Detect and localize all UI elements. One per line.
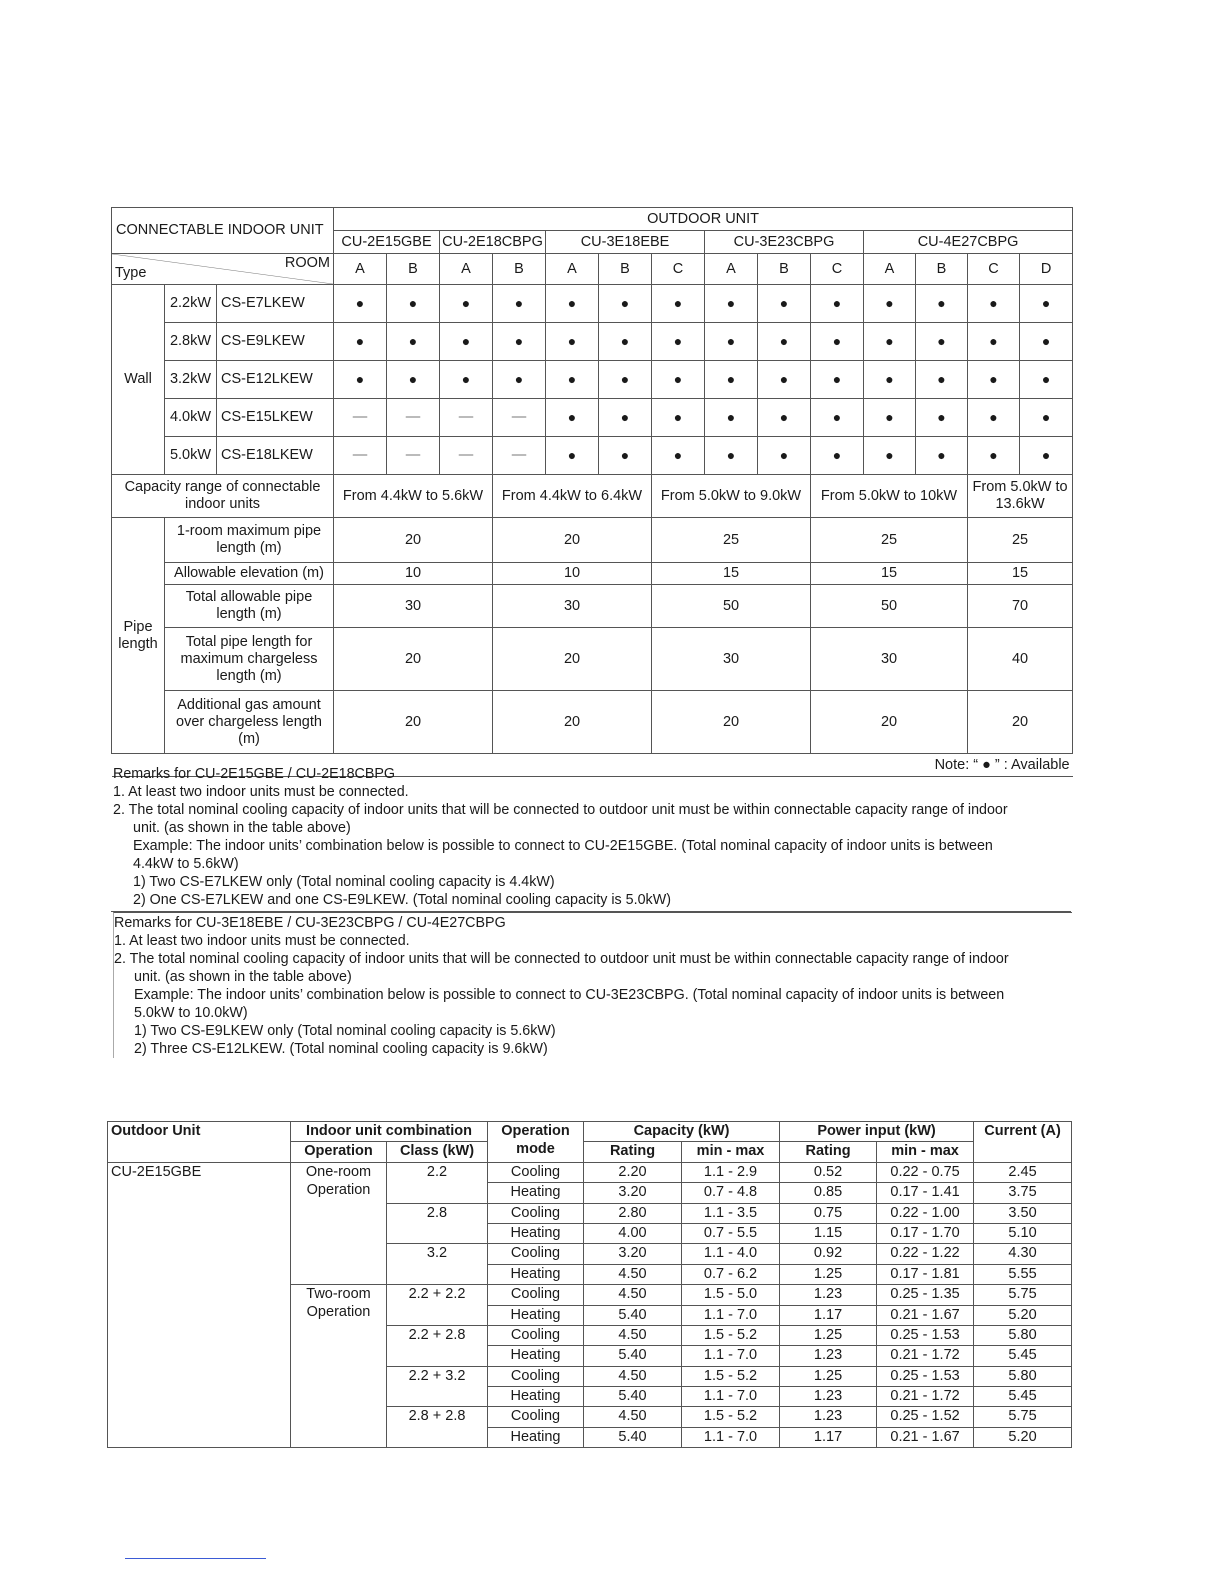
header-row — [112, 208, 1073, 231]
capacity-range-value: From 5.0kW to 10kW — [811, 475, 968, 518]
remark-item: 1. At least two indoor units must be connected. — [113, 784, 409, 800]
power-rating: 1.15 — [780, 1223, 877, 1243]
available-mark: ● — [1020, 399, 1073, 437]
capacity-rating: 2.20 — [584, 1162, 682, 1182]
unavailable-mark: — — [440, 399, 493, 437]
room-header: D — [1020, 254, 1073, 285]
available-mark: ● — [493, 361, 546, 399]
pipe-length-row — [112, 691, 1073, 754]
available-mark: ● — [705, 361, 758, 399]
pipe-spec-label: Allowable elevation (m) — [165, 563, 334, 585]
current-header: Current (A) — [974, 1122, 1072, 1163]
capacity-range-value: From 4.4kW to 6.4kW — [493, 475, 652, 518]
remark-detail: Example: The indoor units’ combination below is possible to connect to CU-2E15GBE. (Total nominal capacity of indoor units is between — [133, 838, 993, 854]
available-mark: ● — [758, 361, 811, 399]
operation-type: One-room Operation — [291, 1162, 387, 1284]
class-subheader: Class (kW) — [387, 1142, 488, 1162]
capacity-range: 1.1 - 7.0 — [682, 1305, 780, 1325]
pipe-length-row — [112, 585, 1073, 628]
power-range: 0.17 - 1.41 — [877, 1183, 974, 1203]
available-mark: ● — [811, 285, 864, 323]
operation-mode: Heating — [488, 1346, 584, 1366]
pipe-spec-value: 15 — [968, 563, 1073, 585]
unavailable-mark: — — [493, 437, 546, 475]
available-mark: ● — [599, 399, 652, 437]
pipe-spec-value: 70 — [968, 585, 1073, 628]
indoor-unit-model: CS-E12LKEW — [217, 361, 334, 399]
room-header: C — [652, 254, 705, 285]
available-mark: ● — [652, 361, 705, 399]
pipe-spec-value: 40 — [968, 628, 1073, 691]
pipe-spec-value: 25 — [652, 518, 811, 563]
remark-detail: unit. (as shown in the table above) — [133, 820, 351, 836]
pipe-spec-label: Total pipe length for maximum chargeless length (m) — [165, 628, 334, 691]
room-header: C — [968, 254, 1020, 285]
remark-detail: 1) Two CS-E7LKEW only (Total nominal cooling capacity is 4.4kW) — [133, 874, 555, 890]
room-header: A — [705, 254, 758, 285]
pipe-spec-label: Total allowable pipe length (m) — [165, 585, 334, 628]
outdoor-unit-model: CU-4E27CBPG — [864, 231, 1073, 254]
current-value: 5.20 — [974, 1427, 1072, 1447]
operation-mode: Cooling — [488, 1285, 584, 1305]
available-mark: ● — [758, 323, 811, 361]
available-mark: ● — [811, 323, 864, 361]
capacity-rating: 2.80 — [584, 1203, 682, 1223]
operation-mode: Heating — [488, 1427, 584, 1447]
available-mark: ● — [546, 399, 599, 437]
available-mark: ● — [968, 285, 1020, 323]
available-mark: ● — [652, 323, 705, 361]
capacity-range: 1.1 - 7.0 — [682, 1346, 780, 1366]
pipe-spec-value: 20 — [968, 691, 1073, 754]
power-range: 0.25 - 1.52 — [877, 1407, 974, 1427]
outdoor-unit-model: CU-2E15GBE — [334, 231, 440, 254]
pipe-length-row — [112, 628, 1073, 691]
capacity-rating: 4.50 — [584, 1407, 682, 1427]
current-value: 5.20 — [974, 1305, 1072, 1325]
power-range: 0.21 - 1.72 — [877, 1346, 974, 1366]
remarks-block-2e — [113, 765, 1071, 909]
power-rating: 0.52 — [780, 1162, 877, 1182]
power-range: 0.25 - 1.53 — [877, 1325, 974, 1345]
operation-mode: Cooling — [488, 1244, 584, 1264]
available-mark: ● — [758, 285, 811, 323]
operation-mode-header: Operation mode — [488, 1122, 584, 1163]
indoor-unit-row — [112, 285, 1073, 323]
pipe-spec-value: 30 — [811, 628, 968, 691]
room-header: C — [811, 254, 864, 285]
capacity-range-value: From 5.0kW to 13.6kW — [968, 475, 1073, 518]
available-mark: ● — [387, 285, 440, 323]
indoor-unit-capacity: 2.2kW — [165, 285, 217, 323]
pipe-spec-value: 30 — [493, 585, 652, 628]
outdoor-unit-header: OUTDOOR UNIT — [334, 208, 1073, 231]
power-range: 0.17 - 1.70 — [877, 1223, 974, 1243]
available-mark: ● — [1020, 285, 1073, 323]
available-mark: ● — [968, 437, 1020, 475]
capacity-range: 1.1 - 4.0 — [682, 1244, 780, 1264]
remarks-title: Remarks for CU-2E15GBE / CU-2E18CBPG — [113, 766, 396, 782]
power-rating-subheader: Rating — [780, 1142, 877, 1162]
available-mark: ● — [705, 437, 758, 475]
available-mark: ● — [1020, 361, 1073, 399]
pipe-spec-value: 20 — [334, 691, 493, 754]
capacity-range-value: From 5.0kW to 9.0kW — [652, 475, 811, 518]
pipe-spec-value: 20 — [493, 518, 652, 563]
available-mark: ● — [1020, 437, 1073, 475]
operation-mode: Heating — [488, 1183, 584, 1203]
available-mark: ● — [493, 285, 546, 323]
connectable-units-table — [111, 207, 1073, 777]
available-mark: ● — [916, 399, 968, 437]
available-mark: ● — [968, 361, 1020, 399]
operation-mode: Cooling — [488, 1203, 584, 1223]
capacity-range: 0.7 - 5.5 — [682, 1223, 780, 1243]
remark-detail: 2) One CS-E7LKEW and one CS-E9LKEW. (Total nominal cooling capacity is 5.0kW) — [133, 892, 671, 908]
pipe-length-label: Pipe length — [112, 518, 165, 754]
available-mark: ● — [599, 361, 652, 399]
power-rating: 1.25 — [780, 1325, 877, 1345]
capacity-rating: 5.40 — [584, 1387, 682, 1407]
power-rating: 1.25 — [780, 1264, 877, 1284]
power-range: 0.22 - 1.22 — [877, 1244, 974, 1264]
power-range: 0.17 - 1.81 — [877, 1264, 974, 1284]
capacity-range: 1.1 - 3.5 — [682, 1203, 780, 1223]
perf-header-row — [108, 1122, 1072, 1142]
available-mark: ● — [705, 285, 758, 323]
capacity-range: 1.1 - 7.0 — [682, 1387, 780, 1407]
outdoor-unit-model: CU-3E18EBE — [546, 231, 705, 254]
room-header: B — [599, 254, 652, 285]
indoor-unit-model: CS-E15LKEW — [217, 399, 334, 437]
available-mark: ● — [864, 361, 916, 399]
operation-mode: Cooling — [488, 1407, 584, 1427]
available-mark: ● — [599, 323, 652, 361]
wall-type-label: Wall — [112, 285, 165, 475]
capacity-minmax-subheader: min - max — [682, 1142, 780, 1162]
available-mark: ● — [968, 323, 1020, 361]
capacity-rating: 3.20 — [584, 1244, 682, 1264]
current-value: 2.45 — [974, 1162, 1072, 1182]
remark-item: 1. At least two indoor units must be connected. — [114, 933, 410, 949]
power-range: 0.22 - 1.00 — [877, 1203, 974, 1223]
indoor-class: 2.8 + 2.8 — [387, 1407, 488, 1448]
indoor-class: 2.8 — [387, 1203, 488, 1244]
room-label: ROOM — [284, 255, 331, 271]
indoor-unit-model: CS-E9LKEW — [217, 323, 334, 361]
power-range: 0.21 - 1.67 — [877, 1427, 974, 1447]
room-header: B — [493, 254, 546, 285]
pipe-spec-value: 30 — [334, 585, 493, 628]
available-mark: ● — [334, 361, 387, 399]
capacity-range: 1.5 - 5.2 — [682, 1325, 780, 1345]
rooms-row — [112, 254, 1073, 285]
room-header: B — [916, 254, 968, 285]
pipe-spec-value: 50 — [811, 585, 968, 628]
available-mark: ● — [387, 361, 440, 399]
operation-type: Two-room Operation — [291, 1285, 387, 1448]
performance-table — [107, 1121, 1072, 1448]
pipe-spec-label: 1-room maximum pipe length (m) — [165, 518, 334, 563]
available-mark: ● — [758, 399, 811, 437]
current-value: 5.75 — [974, 1407, 1072, 1427]
capacity-range-row — [112, 475, 1073, 518]
available-mark: ● — [440, 285, 493, 323]
power-range: 0.21 - 1.72 — [877, 1387, 974, 1407]
capacity-rating: 4.50 — [584, 1366, 682, 1386]
available-mark: ● — [864, 399, 916, 437]
power-rating: 0.85 — [780, 1183, 877, 1203]
available-mark: ● — [811, 361, 864, 399]
indoor-unit-row — [112, 361, 1073, 399]
indoor-unit-model: CS-E18LKEW — [217, 437, 334, 475]
indoor-unit-capacity: 4.0kW — [165, 399, 217, 437]
power-minmax-subheader: min - max — [877, 1142, 974, 1162]
current-value: 5.80 — [974, 1366, 1072, 1386]
room-header: B — [387, 254, 440, 285]
unavailable-mark: — — [387, 399, 440, 437]
remark-detail: 2) Three CS-E12LKEW. (Total nominal cooling capacity is 9.6kW) — [134, 1041, 548, 1057]
operation-mode: Heating — [488, 1387, 584, 1407]
capacity-rating: 5.40 — [584, 1427, 682, 1447]
connectable-indoor-unit-header: CONNECTABLE INDOOR UNIT — [112, 208, 334, 254]
outdoor-unit-col-header: Outdoor Unit — [108, 1122, 291, 1163]
capacity-rating: 4.50 — [584, 1285, 682, 1305]
pipe-spec-value: 30 — [652, 628, 811, 691]
available-mark: ● — [968, 399, 1020, 437]
available-mark: ● — [916, 285, 968, 323]
power-input-header: Power input (kW) — [780, 1122, 974, 1142]
capacity-range: 1.5 - 5.2 — [682, 1407, 780, 1427]
operation-mode: Cooling — [488, 1325, 584, 1345]
room-header: A — [864, 254, 916, 285]
pipe-length-row — [112, 518, 1073, 563]
pipe-spec-value: 20 — [811, 691, 968, 754]
available-mark: ● — [811, 399, 864, 437]
power-range: 0.25 - 1.53 — [877, 1366, 974, 1386]
remarks-title: Remarks for CU-3E18EBE / CU-3E23CBPG / CU-4E27CBPG — [114, 915, 506, 931]
available-mark: ● — [916, 323, 968, 361]
remark-detail: 4.4kW to 5.6kW) — [133, 856, 239, 872]
available-mark: ● — [493, 323, 546, 361]
pipe-spec-value: 25 — [811, 518, 968, 563]
pipe-spec-value: 20 — [334, 518, 493, 563]
capacity-range-value: From 4.4kW to 5.6kW — [334, 475, 493, 518]
capacity-rating: 5.40 — [584, 1346, 682, 1366]
power-rating: 0.75 — [780, 1203, 877, 1223]
pipe-spec-value: 15 — [652, 563, 811, 585]
available-mark: ● — [1020, 323, 1073, 361]
capacity-rating: 4.50 — [584, 1264, 682, 1284]
capacity-range: 0.7 - 6.2 — [682, 1264, 780, 1284]
available-mark: ● — [864, 323, 916, 361]
available-mark: ● — [705, 399, 758, 437]
indoor-class: 2.2 + 2.8 — [387, 1325, 488, 1366]
availability-note: Note: “ ● ” : Available — [112, 754, 1073, 777]
room-header: A — [440, 254, 493, 285]
available-mark: ● — [387, 323, 440, 361]
operation-mode: Cooling — [488, 1366, 584, 1386]
type-room-cell — [112, 254, 334, 285]
remark-item: 2. The total nominal cooling capacity of indoor units that will be connected to outdoor unit must be within connectable capacity range of indoor — [114, 951, 1009, 967]
available-mark: ● — [652, 437, 705, 475]
available-mark: ● — [652, 285, 705, 323]
capacity-range: 1.1 - 7.0 — [682, 1427, 780, 1447]
indoor-combination-header: Indoor unit combination — [291, 1122, 488, 1142]
available-mark: ● — [811, 437, 864, 475]
power-rating: 1.17 — [780, 1427, 877, 1447]
pipe-spec-value: 50 — [652, 585, 811, 628]
capacity-rating: 5.40 — [584, 1305, 682, 1325]
pipe-spec-value: 20 — [334, 628, 493, 691]
outdoor-unit-model: CU-2E18CBPG — [440, 231, 546, 254]
pipe-spec-label: Additional gas amount over chargeless length (m) — [165, 691, 334, 754]
available-mark: ● — [440, 361, 493, 399]
operation-mode: Heating — [488, 1223, 584, 1243]
room-header: A — [334, 254, 387, 285]
current-value: 3.75 — [974, 1183, 1072, 1203]
indoor-unit-row — [112, 437, 1073, 475]
available-mark: ● — [864, 437, 916, 475]
available-mark: ● — [599, 437, 652, 475]
outdoor-unit-model: CU-2E15GBE — [108, 1162, 291, 1447]
pipe-spec-value: 25 — [968, 518, 1073, 563]
power-rating: 1.23 — [780, 1346, 877, 1366]
remark-item: 2. The total nominal cooling capacity of indoor units that will be connected to outdoor unit must be within connectable capacity range of indoor — [113, 802, 1008, 818]
capacity-rating-subheader: Rating — [584, 1142, 682, 1162]
available-mark: ● — [916, 437, 968, 475]
operation-mode: Heating — [488, 1264, 584, 1284]
capacity-range: 1.5 - 5.0 — [682, 1285, 780, 1305]
power-range: 0.22 - 0.75 — [877, 1162, 974, 1182]
indoor-class: 2.2 — [387, 1162, 488, 1203]
capacity-range-label: Capacity range of connectable indoor units — [112, 475, 334, 518]
available-mark: ● — [599, 285, 652, 323]
remarks-block-3e-4e — [113, 912, 1072, 1058]
available-mark: ● — [334, 285, 387, 323]
unavailable-mark: — — [387, 437, 440, 475]
unavailable-mark: — — [334, 437, 387, 475]
power-rating: 1.25 — [780, 1366, 877, 1386]
indoor-unit-row — [112, 323, 1073, 361]
available-mark: ● — [705, 323, 758, 361]
remark-detail: 1) Two CS-E9LKEW only (Total nominal cooling capacity is 5.6kW) — [134, 1023, 556, 1039]
current-value: 5.45 — [974, 1387, 1072, 1407]
performance-row — [108, 1162, 1072, 1182]
unavailable-mark: — — [334, 399, 387, 437]
available-mark: ● — [546, 285, 599, 323]
indoor-class: 2.2 + 3.2 — [387, 1366, 488, 1407]
unavailable-mark: — — [440, 437, 493, 475]
remark-detail: 5.0kW to 10.0kW) — [134, 1005, 248, 1021]
outdoor-unit-model: CU-3E23CBPG — [705, 231, 864, 254]
remark-detail: Example: The indoor units’ combination below is possible to connect to CU-3E23CBPG. (Total nominal capacity of indoor units is between — [134, 987, 1005, 1003]
indoor-class: 3.2 — [387, 1244, 488, 1285]
capacity-range: 0.7 - 4.8 — [682, 1183, 780, 1203]
capacity-rating: 3.20 — [584, 1183, 682, 1203]
pipe-spec-value: 20 — [652, 691, 811, 754]
capacity-range: 1.1 - 2.9 — [682, 1162, 780, 1182]
available-mark: ● — [546, 323, 599, 361]
remark-detail: unit. (as shown in the table above) — [134, 969, 352, 985]
room-header: A — [546, 254, 599, 285]
available-mark: ● — [546, 437, 599, 475]
capacity-header: Capacity (kW) — [584, 1122, 780, 1142]
current-value: 5.55 — [974, 1264, 1072, 1284]
power-rating: 1.17 — [780, 1305, 877, 1325]
power-rating: 1.23 — [780, 1387, 877, 1407]
available-mark: ● — [652, 399, 705, 437]
current-value: 3.50 — [974, 1203, 1072, 1223]
capacity-rating: 4.50 — [584, 1325, 682, 1345]
type-label: Type — [115, 265, 147, 281]
current-value: 5.80 — [974, 1325, 1072, 1345]
pipe-spec-value: 10 — [334, 563, 493, 585]
capacity-range: 1.5 - 5.2 — [682, 1366, 780, 1386]
operation-mode: Heating — [488, 1305, 584, 1325]
indoor-unit-capacity: 3.2kW — [165, 361, 217, 399]
indoor-unit-model: CS-E7LKEW — [217, 285, 334, 323]
indoor-unit-row — [112, 399, 1073, 437]
current-value: 5.45 — [974, 1346, 1072, 1366]
indoor-unit-capacity: 2.8kW — [165, 323, 217, 361]
current-value: 5.10 — [974, 1223, 1072, 1243]
indoor-class: 2.2 + 2.2 — [387, 1285, 488, 1326]
indoor-unit-capacity: 5.0kW — [165, 437, 217, 475]
unavailable-mark: — — [493, 399, 546, 437]
operation-mode: Cooling — [488, 1162, 584, 1182]
current-value: 4.30 — [974, 1244, 1072, 1264]
capacity-rating: 4.00 — [584, 1223, 682, 1243]
pipe-length-row — [112, 563, 1073, 585]
room-header: B — [758, 254, 811, 285]
power-rating: 1.23 — [780, 1407, 877, 1427]
power-rating: 1.23 — [780, 1285, 877, 1305]
available-mark: ● — [864, 285, 916, 323]
available-mark: ● — [916, 361, 968, 399]
power-range: 0.25 - 1.35 — [877, 1285, 974, 1305]
current-value: 5.75 — [974, 1285, 1072, 1305]
power-rating: 0.92 — [780, 1244, 877, 1264]
pipe-spec-value: 15 — [811, 563, 968, 585]
power-range: 0.21 - 1.67 — [877, 1305, 974, 1325]
pipe-spec-value: 10 — [493, 563, 652, 585]
operation-subheader: Operation — [291, 1142, 387, 1162]
available-mark: ● — [546, 361, 599, 399]
available-mark: ● — [440, 323, 493, 361]
pipe-spec-value: 20 — [493, 628, 652, 691]
footer-link-underline — [125, 1558, 266, 1559]
pipe-spec-value: 20 — [493, 691, 652, 754]
available-mark: ● — [758, 437, 811, 475]
available-mark: ● — [334, 323, 387, 361]
